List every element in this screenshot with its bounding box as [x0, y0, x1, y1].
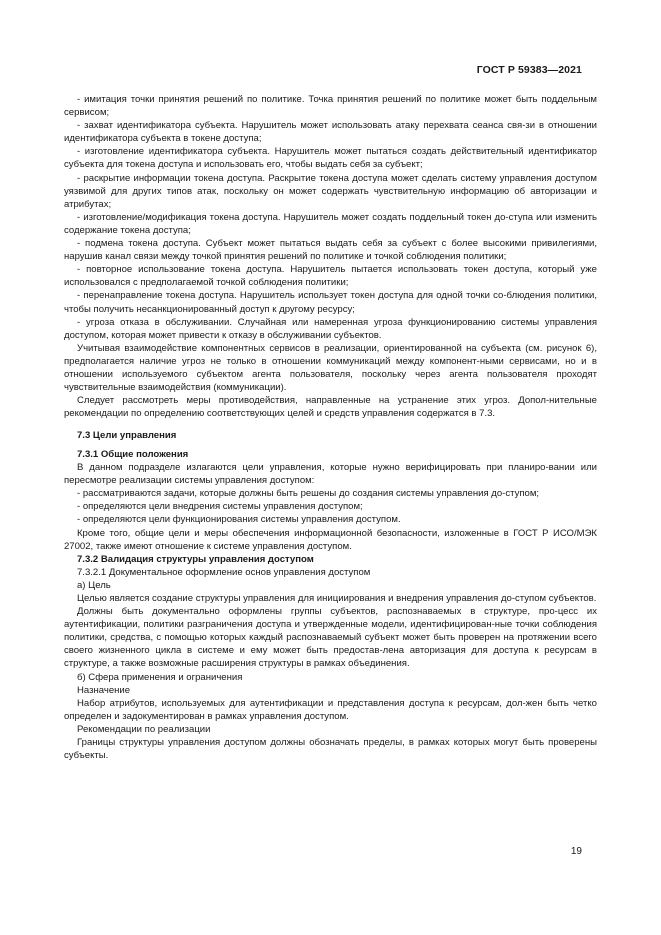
body-paragraph: - определяются цели функционирования системы управления доступом. — [77, 514, 401, 526]
body-paragraph: - угроза отказа в обслуживании. Случайная или намеренная угроза функционированию системы управления доступом, которая может привести к отказу в обслуживании субъектов. — [64, 316, 597, 341]
body-paragraph: Кроме того, общие цели и меры обеспечения информационной безопасности, изложенные в ГОСТ Р ИСО/МЭК 27002, также имеют отношение к системе управления доступом. — [64, 527, 597, 552]
body-paragraph: а) Цель — [77, 579, 111, 591]
body-paragraph: Границы структуры управления доступом должны обозначать пределы, в рамках которых могут быть проверены субъекты. — [64, 737, 597, 762]
body-paragraph: - изготовление/модификация токена доступа. Нарушитель может создать поддельный токен до-ступа или изменить содержание токена доступа; — [64, 211, 597, 236]
body-paragraph: Целью является создание структуры управления для инициирования и внедрения управления до-ступом субъектов. — [77, 592, 597, 604]
body-paragraph: Должны быть документально оформлены группы субъектов, распознаваемых в структуре, про-цесс их аутентификации, политики разграничения доступа и утвержденные модели, идентифицирован-ные точки соблюдения политики, средства, с помощью которых каждый распознаваемый субъект может быть проверен на протяжении всего своего жизненного цикла в системе и ему может быть предостав-лена авторизация для доступа к ресурсам в структуре, а также возможные расширения структуры в рамках объединения. — [64, 606, 597, 670]
body-paragraph: - раскрытие информации токена доступа. Раскрытие токена доступа может сделать систему управления доступом уязвимой для других типов атак, поскольку он может содержать чувствительную информацию об авторизации и атрибутах; — [64, 172, 597, 210]
body-paragraph: - имитация точки принятия решений по политике. Точка принятия решений по политике может быть поддельным сервисом; — [64, 94, 597, 119]
body-paragraph: - рассматриваются задачи, которые должны быть решены до создания системы управления до-ступом; — [77, 488, 540, 500]
body-paragraph: - повторное использование токена доступа. Нарушитель пытается использовать токен доступа, который уже использовался с предполагаемой точкой соблюдения политики; — [64, 264, 597, 289]
body-paragraph: Набор атрибутов, используемых для аутентификации и представления доступа к ресурсам, дол-жен быть четко определен и задокументирован в рамках управления доступом. — [64, 697, 597, 722]
body-paragraph: б) Сфера применения и ограничения — [77, 671, 243, 683]
document-id-header: ГОСТ Р 59383—2021 — [476, 64, 582, 76]
subsection-heading: 7.3.2 Валидация структуры управления доступом — [77, 553, 314, 565]
body-paragraph: Учитывая взаимодействие компонентных сервисов в реализации, ориентированной на субъекта (см. рисунок 6), предполагается наличие угроз не только в отношении коммуникаций между компонент-ными сервисами, но и в отношении используемого субъектом агента пользователя, поскольку через агента пользователя проходят чувствительные взаимодействия (коммуникации). — [64, 342, 597, 394]
body-paragraph: В данном подразделе излагаются цели управления, которые нужно верифицировать при планиро-вании или пересмотре реализации системы управления доступом: — [64, 462, 597, 487]
body-paragraph: - подмена токена доступа. Субъект может пытаться выдать себя за субъект с более высокими привилегиями, нарушив канал связи между точкой принятия решений по политике и точкой соблюдения политики; — [64, 238, 597, 263]
body-paragraph: - захват идентификатора субъекта. Нарушитель может использовать атаку перехвата сеанса свя-зи в отношении идентификатора субъекта в токене доступа; — [64, 120, 597, 145]
body-paragraph: Рекомендации по реализации — [77, 723, 211, 735]
body-paragraph: Назначение — [77, 684, 131, 696]
body-paragraph: - перенаправление токена доступа. Нарушитель использует токен доступа для одной точки со-блюдения политики, чтобы получить несанкционированный доступ к другому ресурсу; — [64, 290, 597, 315]
page-number: 19 — [570, 846, 582, 857]
body-paragraph: 7.3.2.1 Документальное оформление основ управления доступом — [77, 566, 371, 578]
body-paragraph: Следует рассмотреть меры противодействия, направленные на устранение этих угроз. Допол-нительные рекомендации по определению соответствующих целей и средств управления содержатся в 7.3. — [64, 395, 597, 420]
document-body — [64, 93, 597, 762]
body-paragraph: - определяются цели внедрения системы управления доступом; — [77, 501, 363, 513]
subsection-heading: 7.3.1 Общие положения — [77, 448, 189, 460]
section-heading: 7.3 Цели управления — [77, 429, 177, 441]
body-paragraph: - изготовление идентификатора субъекта. Нарушитель может пытаться создать действительный идентификатор субъекта для токена доступа и использовать его, чтобы выдать себя за субъект; — [64, 146, 597, 171]
